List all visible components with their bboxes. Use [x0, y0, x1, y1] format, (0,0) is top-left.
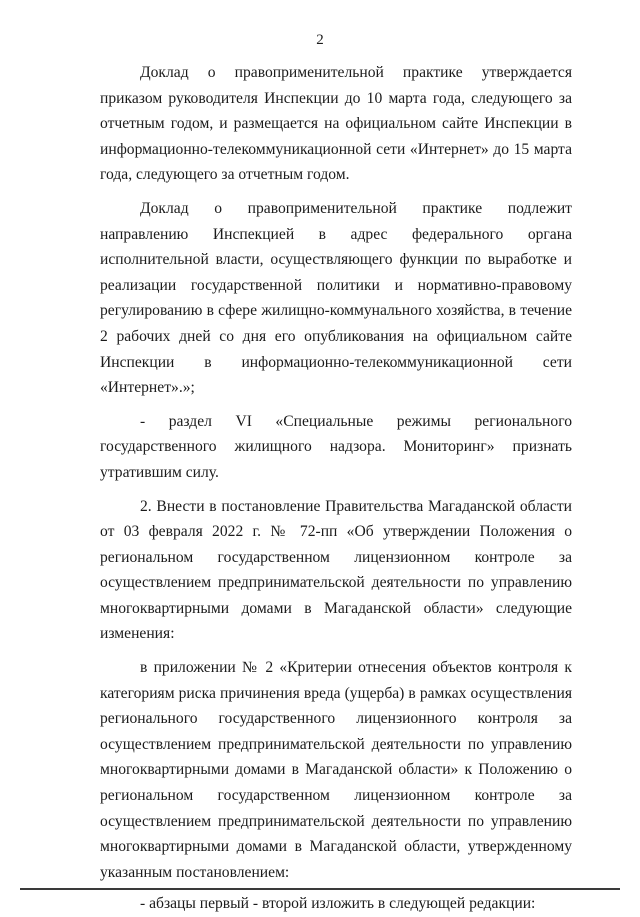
paragraph-appendix-2: в приложении № 2 «Критерии отнесения объектов контроля к категориям риска причинения вреда (ущерба) в рамках осуществления регионального государственного лицензионного контроля за осуществлением предпринимательской деятельности по управлению многоквартирными домами в Магаданской области» к Положению о региональном государственном лицензионном контроле за осуществлением предпринимательской деятельности по управлению многоквартирными домами в Магаданской области, утвержденному указанным постановлением: — [100, 659, 572, 881]
paragraph-amendment-item-2: 2. Внести в постановление Правительства Магаданской области от 03 февраля 2022 г. № 72-пп «Об утверждении Положения о региональном государственном лицензионном контроле за осуществлением предпринимательской деятельности по управлению многоквартирными домами в Магаданской области» следующие изменения: — [100, 497, 572, 643]
paragraph-report-submission: Доклад о правоприменительной практике подлежит направлению Инспекцией в адрес федерального органа исполнительной власти, осуществляющего функции по выработке и реализации государственной политики и нормативно-правовому регулированию в сфере жилищно-коммунального хозяйства, в течение 2 рабочих дней со дня его опубликования на официальном сайте Инспекции в информационно-телекоммуникационной сети «Интернет».»; — [100, 199, 572, 397]
paragraph-section-repeal: - раздел VI «Специальные режимы регионального государственного жилищного надзора. Мониторинг» признать утратившим силу. — [100, 412, 572, 481]
document-body — [100, 60, 572, 917]
paragraph-new-wording: - абзацы первый - второй изложить в следующей редакции: — [140, 895, 536, 913]
page-number: 2 — [316, 32, 324, 48]
bottom-border-line — [20, 888, 620, 890]
paragraph-report-approval: Доклад о правоприменительной практике утверждается приказом руководителя Инспекции до 10 марта года, следующего за отчетным годом, и размещается на официальном сайте Инспекции в информационно-телекоммуникационной сети «Интернет» до 15 марта года, следующего за отчетным годом. — [100, 64, 572, 184]
